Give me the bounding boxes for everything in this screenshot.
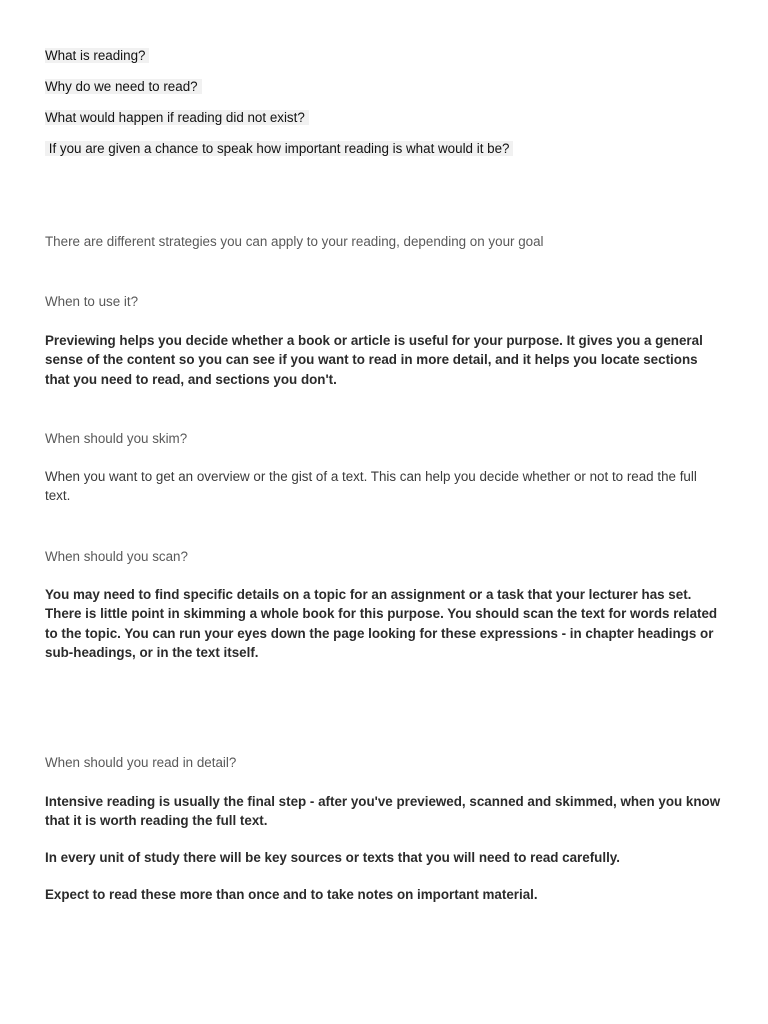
question-1 [45, 46, 149, 65]
scan-heading: When should you scan? [45, 549, 188, 564]
question-2-text: Why do we need to read? [45, 79, 202, 94]
detail-heading: When should you read in detail? [45, 755, 237, 770]
scan-body: You may need to find specific details on a topic for an assignment or a task that your lecturer has set. There is little point in skimming a whole book for this purpose. You should scan the text for words related to the topic. You can run your eyes down the page looking for these expressions - in chapter headings or sub-headings, or in the text itself. [45, 587, 718, 661]
preview-body: Previewing helps you decide whether a book or article is useful for your purpose. It gives you a general sense of the content so you can see if you want to read in more detail, and it helps you locate sections that you need to read, and sections you don't. [45, 333, 703, 387]
question-3-text: What would happen if reading did not exist? [45, 110, 309, 125]
question-1-text: What is reading? [45, 48, 149, 63]
question-4-text: If you are given a chance to speak how important reading is what would it be? [45, 141, 513, 156]
question-4 [45, 139, 513, 158]
detail-body-3: Expect to read these more than once and to take notes on important material. [45, 887, 538, 902]
detail-body-2: In every unit of study there will be key sources or texts that you will need to read carefully. [45, 850, 620, 865]
skim-heading: When should you skim? [45, 431, 188, 446]
preview-heading: When to use it? [45, 294, 139, 309]
question-2 [45, 77, 202, 96]
question-3 [45, 108, 309, 127]
detail-body-1: Intensive reading is usually the final step - after you've previewed, scanned and skimmed, when you know that it is worth reading the full text. [45, 794, 721, 829]
intro-text: There are different strategies you can apply to your reading, depending on your goal [45, 234, 544, 249]
skim-body: When you want to get an overview or the gist of a text. This can help you decide whether or not to read the full text. [45, 469, 697, 504]
